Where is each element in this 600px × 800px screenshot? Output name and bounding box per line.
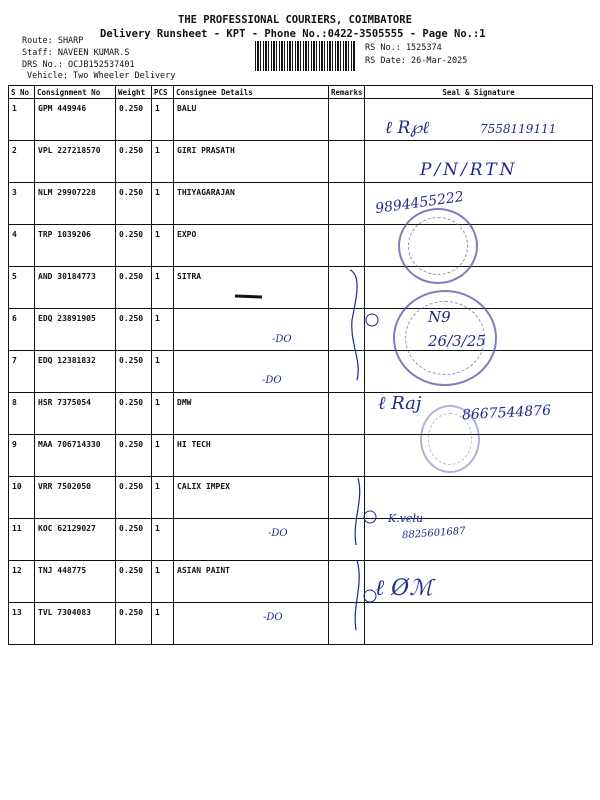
col-weight: Weight — [116, 86, 152, 99]
table-row — [9, 435, 593, 477]
col-consignee: Consignee Details — [174, 86, 329, 99]
col-consignment: Consignment No — [35, 86, 116, 99]
row-consignment: EDQ 12381832 — [35, 351, 116, 393]
row-remarks — [329, 393, 365, 435]
row-remarks — [329, 225, 365, 267]
row-pcs: 1 — [152, 393, 174, 435]
row-consignment: HSR 7375054 — [35, 393, 116, 435]
row-remarks — [329, 561, 365, 603]
row-consignment: GPM 449946 — [35, 99, 116, 141]
row-consignee — [174, 351, 329, 393]
row-consignee: CALIX IMPEX — [174, 477, 329, 519]
row-consignee: BALU — [174, 99, 329, 141]
table-row — [9, 561, 593, 603]
row-sno: 6 — [9, 309, 35, 351]
row-remarks — [329, 141, 365, 183]
row-consignment: TRP 1039206 — [35, 225, 116, 267]
row-weight: 0.250 — [116, 435, 152, 477]
handwritten-phone-3: 9894455222 — [374, 188, 465, 218]
table-row — [9, 477, 593, 519]
row-consignee — [174, 603, 329, 645]
row-pcs: 1 — [152, 141, 174, 183]
row-remarks — [329, 183, 365, 225]
remark-do-11: -DO — [268, 528, 288, 539]
row-consignment: TVL 7304083 — [35, 603, 116, 645]
row-consignment: KOC 62129027 — [35, 519, 116, 561]
row-sno: 4 — [9, 225, 35, 267]
row-weight: 0.250 — [116, 99, 152, 141]
row-remarks — [329, 477, 365, 519]
row-pcs: 1 — [152, 351, 174, 393]
seal-stamp-3 — [420, 405, 480, 473]
row-weight: 0.250 — [116, 603, 152, 645]
row-consignee — [174, 519, 329, 561]
row-consignment: AND 30184773 — [35, 267, 116, 309]
rs-number: RS No.: 1525374 — [365, 43, 442, 53]
row-consignee: ASIAN PAINT — [174, 561, 329, 603]
table-header — [9, 86, 593, 99]
row-consignment: VPL 227218570 — [35, 141, 116, 183]
row-sno: 11 — [9, 519, 35, 561]
row-sno: 10 — [9, 477, 35, 519]
row-weight: 0.250 — [116, 519, 152, 561]
signature-scribble-1: ℓ R℘ℓ — [385, 118, 430, 138]
table-row — [9, 351, 593, 393]
table-row — [9, 225, 593, 267]
row-sno: 7 — [9, 351, 35, 393]
row-remarks — [329, 603, 365, 645]
row-weight: 0.250 — [116, 225, 152, 267]
row-sno: 1 — [9, 99, 35, 141]
table-row — [9, 519, 593, 561]
row-consignee: HI TECH — [174, 435, 329, 477]
row-weight: 0.250 — [116, 267, 152, 309]
row-sno: 2 — [9, 141, 35, 183]
row-sno: 12 — [9, 561, 35, 603]
runsheet-title: Delivery Runsheet - KPT - Phone No.:0422-3505555 - Page No.:1 — [100, 28, 486, 40]
remark-do-6: -DO — [272, 334, 292, 345]
row-pcs: 1 — [152, 267, 174, 309]
handwritten-phone-1: 7558119111 — [480, 122, 557, 136]
row-consignee: EXPO — [174, 225, 329, 267]
row-consignee: DMW — [174, 393, 329, 435]
col-signature: Seal & Signature — [365, 86, 593, 99]
signature-scribble-8: ℓ Raj — [378, 393, 422, 414]
company-title: THE PROFESSIONAL COURIERS, COIMBATORE — [178, 14, 412, 26]
row-remarks — [329, 519, 365, 561]
table-row — [9, 603, 593, 645]
row-consignee: GIRI PRASATH — [174, 141, 329, 183]
row-pcs: 1 — [152, 603, 174, 645]
seal-stamp-1 — [398, 208, 478, 284]
barcode — [255, 41, 355, 71]
drs-number: DRS No.: OCJB152537401 — [22, 60, 135, 70]
row-consignment: EDQ 23891905 — [35, 309, 116, 351]
row-consignment: VRR 7502050 — [35, 477, 116, 519]
row-pcs: 1 — [152, 309, 174, 351]
remark-do-13: -DO — [263, 612, 283, 623]
row-sno: 5 — [9, 267, 35, 309]
row-weight: 0.250 — [116, 309, 152, 351]
table-row — [9, 309, 593, 351]
row-consignee — [174, 309, 329, 351]
row-weight: 0.250 — [116, 393, 152, 435]
col-pcs: PCS — [152, 86, 174, 99]
row-remarks — [329, 309, 365, 351]
row-pcs: 1 — [152, 519, 174, 561]
row-sno: 8 — [9, 393, 35, 435]
row-remarks — [329, 435, 365, 477]
row-sno: 9 — [9, 435, 35, 477]
handwritten-stamp-date: 26/3/25 — [428, 332, 486, 350]
row-consignment: NLM 29907228 — [35, 183, 116, 225]
row-pcs: 1 — [152, 183, 174, 225]
row-pcs: 1 — [152, 435, 174, 477]
vehicle: Vehicle: Two Wheeler Delivery — [27, 71, 176, 81]
row-remarks — [329, 99, 365, 141]
col-remarks: Remarks — [329, 86, 365, 99]
row-weight: 0.250 — [116, 141, 152, 183]
handwritten-phone-8: 8667544876 — [461, 402, 552, 424]
stamp-scribble: N9 — [428, 308, 451, 326]
row-weight: 0.250 — [116, 477, 152, 519]
row-remarks — [329, 351, 365, 393]
staff: Staff: NAVEEN KUMAR.S — [22, 48, 130, 58]
signature-scribble-13: ℓ Øℳ — [375, 576, 433, 601]
remark-do-7: -DO — [262, 375, 282, 386]
row-weight: 0.250 — [116, 183, 152, 225]
row-remarks — [329, 267, 365, 309]
row-pcs: 1 — [152, 225, 174, 267]
route: Route: SHARP — [22, 36, 84, 46]
row-pcs: 1 — [152, 99, 174, 141]
handwritten-pnrtn: P/N/RTN — [420, 160, 518, 180]
row-sno: 3 — [9, 183, 35, 225]
table-row — [9, 267, 593, 309]
row-signature — [365, 603, 593, 645]
row-pcs: 1 — [152, 477, 174, 519]
handwritten-signer-11: K.velu — [388, 512, 424, 525]
row-weight: 0.250 — [116, 561, 152, 603]
col-sno: S No — [9, 86, 35, 99]
rs-date: RS Date: 26-Mar-2025 — [365, 56, 468, 66]
row-consignee: SITRA — [174, 267, 329, 309]
row-sno: 13 — [9, 603, 35, 645]
row-pcs: 1 — [152, 561, 174, 603]
row-consignment: TNJ 448775 — [35, 561, 116, 603]
handwritten-phone-11: 8825601687 — [401, 525, 466, 542]
row-consignment: MAA 706714330 — [35, 435, 116, 477]
table-row — [9, 183, 593, 225]
row-weight: 0.250 — [116, 351, 152, 393]
row-consignee: THIYAGARAJAN — [174, 183, 329, 225]
